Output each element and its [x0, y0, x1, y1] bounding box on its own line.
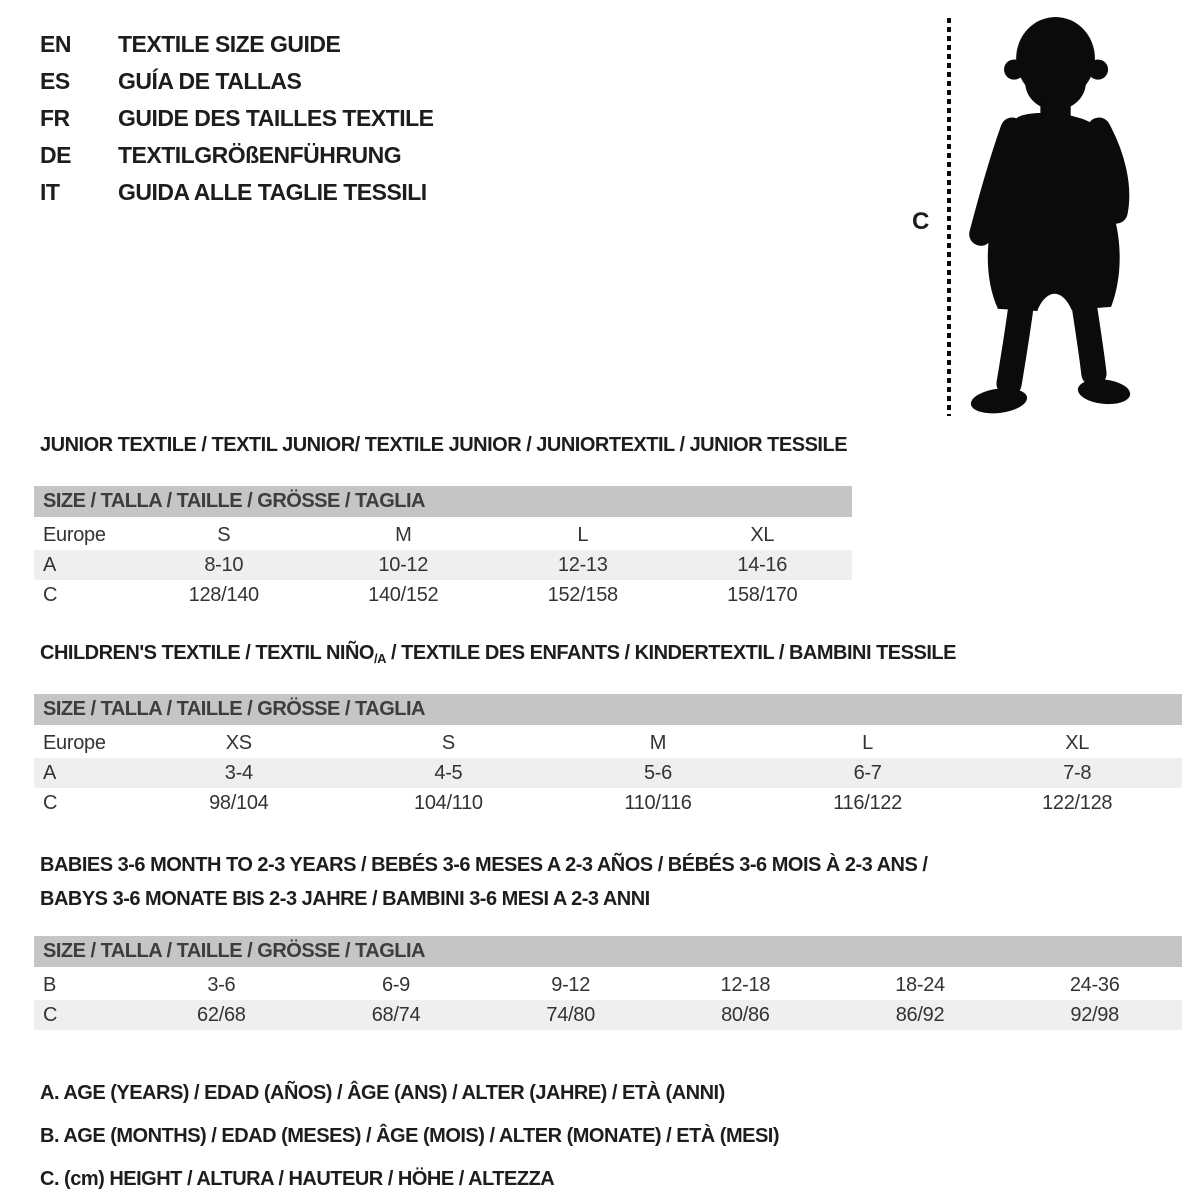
language-code: FR: [40, 105, 70, 131]
table-cell: 4-5: [434, 762, 463, 784]
guide-title: TEXTILE SIZE GUIDE: [118, 31, 341, 57]
table-cell: 62/68: [197, 1004, 246, 1026]
language-row-fr: [40, 100, 434, 137]
table-cell: 9-12: [551, 974, 591, 996]
row-label: A: [43, 554, 57, 576]
language-code: IT: [40, 179, 60, 205]
table-cell: 8-10: [204, 554, 244, 576]
guide-title: GUIDE DES TAILLES TEXTILE: [118, 105, 434, 131]
language-row-en: [40, 26, 434, 63]
table-cell: L: [577, 524, 589, 546]
table-cell: 6-9: [382, 974, 411, 996]
children-heading-post: / TEXTILE DES ENFANTS / KINDERTEXTIL / BAMBINI TESSILE: [385, 642, 956, 664]
height-measure-dashed-line: [947, 18, 951, 416]
junior-size-table: [34, 486, 852, 610]
babies-section-heading-line2: BABYS 3-6 MONATE BIS 2-3 JAHRE / BAMBINI 3-6 MESI A 2-3 ANNI: [40, 888, 650, 910]
children-heading-sub: /A: [373, 651, 386, 666]
table-cell: 74/80: [546, 1004, 595, 1026]
legend-line-height: C. (cm) HEIGHT / ALTURA / HAUTEUR / HÖHE / ALTEZZA: [40, 1168, 555, 1190]
table-cell: 140/152: [368, 584, 439, 606]
language-code: ES: [40, 68, 70, 94]
table-cell: 3-6: [207, 974, 236, 996]
table-cell: 80/86: [721, 1004, 770, 1026]
table-cell: 92/98: [1070, 1004, 1119, 1026]
table-cell: 122/128: [1042, 792, 1113, 814]
language-title-list: [40, 26, 434, 211]
junior-section-heading: JUNIOR TEXTILE / TEXTIL JUNIOR/ TEXTILE JUNIOR / JUNIORTEXTIL / JUNIOR TESSILE: [40, 434, 848, 456]
table-size-header: SIZE / TALLA / TAILLE / GRÖSSE / TAGLIA: [34, 486, 852, 517]
table-cell: 116/122: [833, 792, 902, 814]
legend-line-age-months: B. AGE (MONTHS) / EDAD (MESES) / ÂGE (MOIS) / ALTER (MONATE) / ETÀ (MESI): [40, 1125, 780, 1147]
language-row-de: [40, 137, 434, 174]
table-cell: 158/170: [727, 584, 798, 606]
table-cell: 18-24: [895, 974, 945, 996]
row-label: B: [43, 974, 57, 996]
table-cell: 12-13: [557, 554, 608, 576]
table-cell: 110/116: [624, 792, 692, 814]
babies-size-table: [34, 936, 1182, 1030]
table-row-a: [34, 758, 1182, 788]
table-cell: L: [862, 732, 873, 754]
table-row-c: [34, 1000, 1182, 1030]
table-cell: 6-7: [853, 762, 882, 784]
table-cell: M: [649, 732, 667, 754]
table-cell: 152/158: [547, 584, 618, 606]
row-label: A: [43, 762, 57, 784]
row-label: C: [43, 584, 58, 606]
row-label: C: [43, 1004, 58, 1026]
children-section-heading: [40, 642, 956, 670]
table-row-b: [34, 970, 1182, 1000]
table-cell: XL: [1065, 732, 1090, 754]
table-cell: XS: [225, 732, 252, 754]
toddler-silhouette-icon: [963, 14, 1141, 418]
table-row-c: [34, 788, 1182, 818]
language-code: DE: [40, 142, 71, 168]
table-cell: S: [441, 732, 455, 754]
table-cell: 68/74: [371, 1004, 421, 1026]
table-size-header: SIZE / TALLA / TAILLE / GRÖSSE / TAGLIA: [34, 936, 1182, 967]
table-cell: 86/92: [895, 1004, 945, 1026]
table-cell: 98/104: [209, 792, 269, 814]
table-row-a: [34, 550, 852, 580]
table-cell: 10-12: [378, 554, 429, 576]
guide-title: TEXTILGRÖßENFÜHRUNG: [118, 142, 402, 168]
table-cell: 14-16: [737, 554, 788, 576]
guide-title: GUIDA ALLE TAGLIE TESSILI: [118, 179, 427, 205]
table-cell: S: [217, 524, 231, 546]
table-size-header: SIZE / TALLA / TAILLE / GRÖSSE / TAGLIA: [34, 694, 1182, 725]
guide-title: GUÍA DE TALLAS: [118, 68, 302, 94]
table-row-c: [34, 580, 852, 610]
row-label: Europe: [43, 524, 106, 546]
table-cell: M: [395, 524, 412, 546]
language-row-it: [40, 174, 434, 211]
babies-section-heading-line1: BABIES 3-6 MONTH TO 2-3 YEARS / BEBÉS 3-6 MESES A 2-3 AÑOS / BÉBÉS 3-6 MOIS À 2-3 ANS /: [40, 854, 928, 876]
table-cell: 3-4: [224, 762, 253, 784]
children-size-table: [34, 694, 1182, 818]
table-cell: 24-36: [1069, 974, 1120, 996]
table-cell: 12-18: [720, 974, 771, 996]
table-cell: 5-6: [643, 762, 672, 784]
row-label: Europe: [43, 732, 106, 754]
language-row-es: [40, 63, 434, 100]
table-cell: 104/110: [414, 792, 483, 814]
table-cell: 128/140: [188, 584, 259, 606]
table-cell: XL: [750, 524, 775, 546]
language-code: EN: [40, 31, 71, 57]
row-label: C: [43, 792, 58, 814]
table-row-europe: [34, 520, 852, 550]
legend-line-age-years: A. AGE (YEARS) / EDAD (AÑOS) / ÂGE (ANS) / ALTER (JAHRE) / ETÀ (ANNI): [40, 1082, 725, 1104]
table-row-europe: [34, 728, 1182, 758]
children-heading-pre: CHILDREN'S TEXTILE / TEXTIL NIÑO: [40, 642, 374, 664]
table-cell: 7-8: [1063, 762, 1092, 784]
height-measure-label: C: [912, 208, 930, 235]
